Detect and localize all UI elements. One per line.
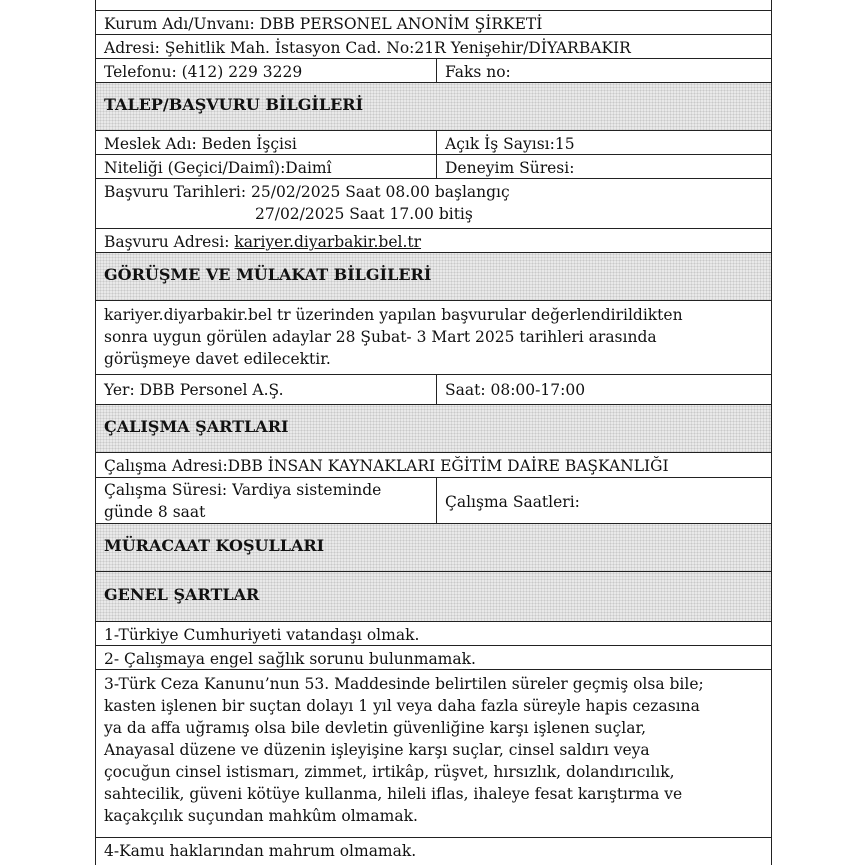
job-posting-form [95,0,772,865]
company-contact-row [96,58,771,82]
interview-place: Yer: DBB Personel A.Ş. [104,381,284,399]
condition-item-2: 2- Çalışmaya engel sağlık sorunu bulunmamak. [104,650,476,668]
interview-text-row [96,300,771,374]
interview-place-row [96,374,771,404]
condition-item-3-line: kaçakçılık suçundan mahkûm olmamak. [104,807,418,825]
application-dates-row [96,178,771,228]
interview-time: Saat: 08:00-17:00 [436,375,771,404]
working-heading: ÇALIŞMA ŞARTLARI [104,417,289,436]
profession-row [96,130,771,154]
nature-row [96,154,771,178]
working-address-row [96,452,771,477]
conditions-heading-row [96,523,771,571]
conditions-heading: MÜRACAAT KOŞULLARI [104,536,325,555]
application-address-link[interactable]: kariyer.diyarbakir.bel.tr [234,233,422,251]
condition-row-1 [96,621,771,645]
application-address-row [96,228,771,252]
company-name: Kurum Adı/Unvanı: DBB PERSONEL ANONİM ŞİRKETİ [104,15,543,33]
application-dates [96,179,771,228]
profession: Meslek Adı: Beden İşçisi [104,135,297,153]
working-address: Çalışma Adresi:DBB İNSAN KAYNAKLARI EĞİTİM DAİRE BAŞKANLIĞI [104,457,669,475]
application-heading-row [96,82,771,130]
application-address-label: Başvuru Adresi: [104,233,235,251]
condition-row-4 [96,837,771,865]
working-hours: Çalışma Saatleri: [436,478,771,523]
experience: Deneyim Süresi: [436,155,771,178]
working-duration-row [96,477,771,523]
working-duration-line: günde 8 saat [104,503,206,521]
company-phone: Telefonu: (412) 229 3229 [104,63,303,81]
application-address [96,229,771,252]
condition-item-3-line: çocuğun cinsel istismarı, zimmet, irtikâp, rüşvet, hırsızlık, dolandırıcılık, [104,763,675,781]
interview-heading-row [96,252,771,300]
company-fax: Faks no: [436,59,771,82]
interview-text-line: kariyer.diyarbakir.bel tr üzerinden yapılan başvurular değerlendirildikten [104,306,683,324]
general-heading-row [96,571,771,621]
condition-item-3-line: 3-Türk Ceza Kanunu’nun 53. Maddesinde belirtilen süreler geçmiş olsa bile; [104,675,704,693]
working-duration-line: Çalışma Süresi: Vardiya sisteminde [104,481,382,499]
application-dates-start: Başvuru Tarihleri: 25/02/2025 Saat 08.00 başlangıç [104,183,510,201]
application-heading: TALEP/BAŞVURU BİLGİLERİ [104,95,364,114]
condition-item-3-line: sahtecilik, güveni kötüye kullanma, hileli iflas, ihaleye fesat karıştırma ve [104,785,683,803]
condition-row-3 [96,669,771,837]
condition-item-4: 4-Kamu haklarından mahrum olmamak. [104,842,417,860]
interview-text-line: sonra uygun görülen adaylar 28 Şubat- 3 Mart 2025 tarihleri arasında [104,328,657,346]
working-heading-row [96,404,771,452]
company-address-row [96,34,771,58]
condition-item-3 [96,670,771,837]
employment-nature: Niteliği (Geçici/Daimî):Daimî [104,159,332,177]
interview-heading: GÖRÜŞME VE MÜLAKAT BİLGİLERİ [104,265,432,284]
condition-item-3-line: Anayasal düzene ve düzenin işleyişine karşı suçlar, cinsel saldırı veya [104,741,650,759]
general-heading: GENEL ŞARTLAR [104,585,260,604]
condition-item-1: 1-Türkiye Cumhuriyeti vatandaşı olmak. [104,626,420,644]
openings: Açık İş Sayısı:15 [436,131,771,154]
company-name-row [96,10,771,34]
interview-text [96,301,771,374]
condition-item-3-line: kasten işlenen bir suçtan dolayı 1 yıl veya daha fazla süreyle hapis cezasına [104,697,700,715]
condition-row-2 [96,645,771,669]
interview-text-line: görüşmeye davet edilecektir. [104,350,331,368]
condition-item-3-line: ya da affa uğramış olsa bile devletin güvenliğine karşı işlenen suçlar, [104,719,647,737]
application-dates-end: 27/02/2025 Saat 17.00 bitiş [255,205,473,223]
working-duration [96,478,436,523]
company-address: Adresi: Şehitlik Mah. İstasyon Cad. No:21R Yenişehir/DİYARBAKIR [104,39,631,57]
